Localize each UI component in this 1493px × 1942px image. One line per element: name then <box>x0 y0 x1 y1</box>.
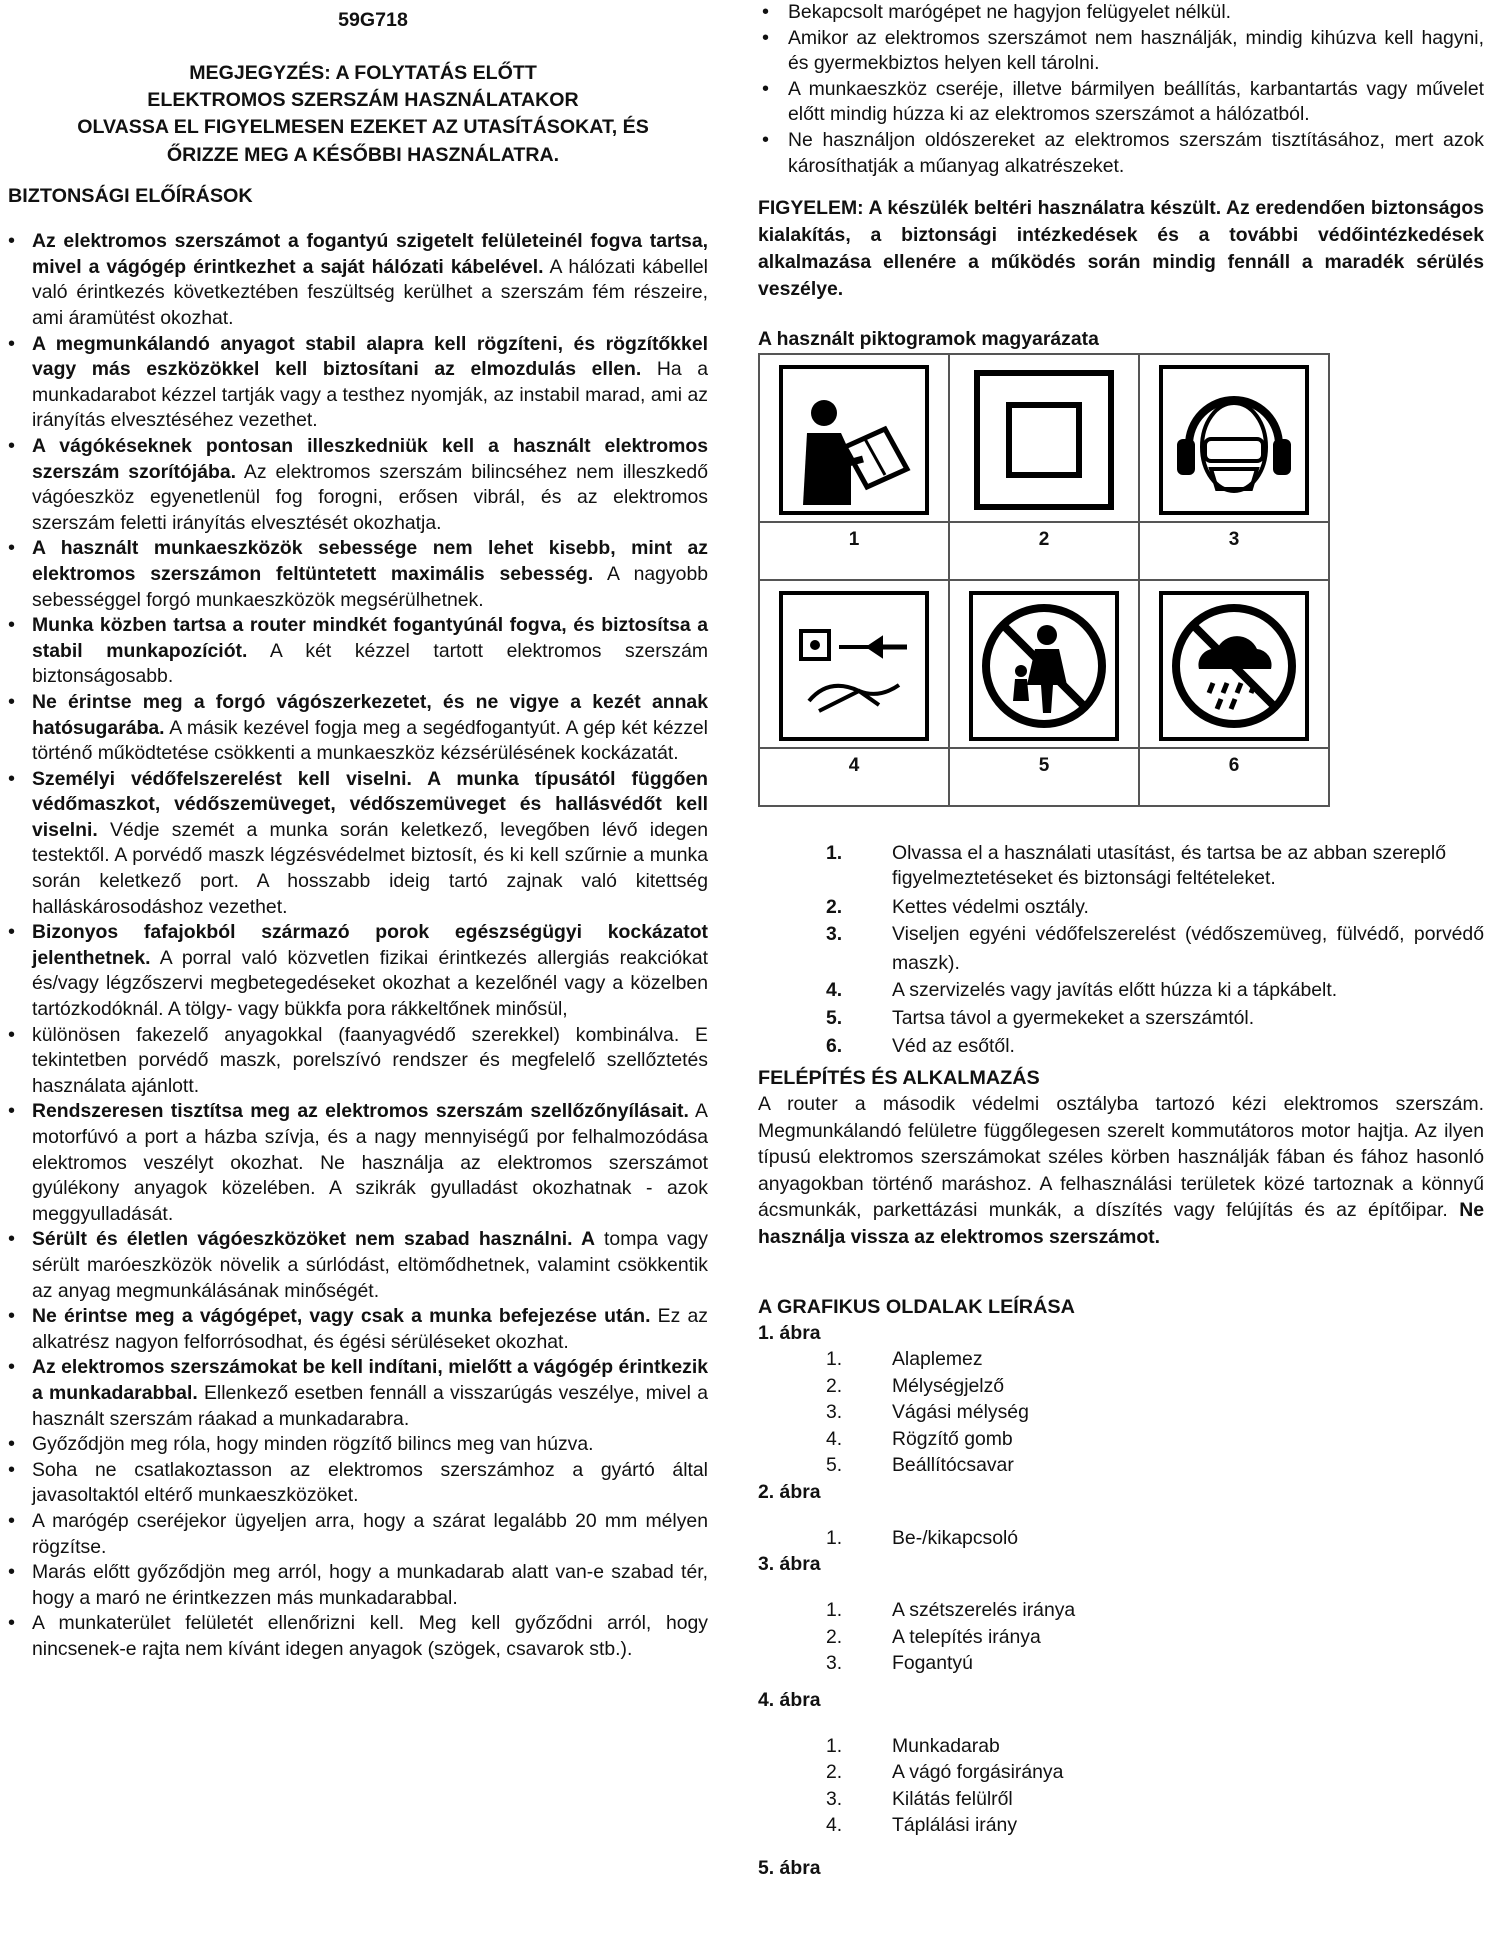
keep-children-away-icon <box>969 591 1119 741</box>
legend-item <box>758 895 1484 920</box>
figure-item-number: 1. <box>826 1599 843 1622</box>
safety-bullet <box>8 1560 708 1611</box>
figure-item-text: Vágási mélység <box>892 1401 1029 1424</box>
safety-bullet <box>8 1432 708 1458</box>
bullet-text: A porral való közvetlen fizikai érintkezés allergiás reakciókat és/vagy légzőszervi megbetegedéseket okozhat a kezelőnél vagy a közelben tartózkodóknál. A tölgy- vagy bükkfa pora rákkeltőnek minősül, <box>32 946 708 1021</box>
figure-item-number: 2. <box>826 1374 843 1397</box>
safety-bullet <box>8 767 708 921</box>
legend-text: Véd az esőtől. <box>892 1035 1015 1058</box>
bullet-bold: Munka közben tartsa a router mindkét fogantyúnál fogva, és biztosítsa a stabil munkapozíciót. <box>32 614 708 662</box>
pictogram-number: 1 <box>759 522 949 580</box>
figure-item-text: Fogantyú <box>892 1652 973 1675</box>
pictogram-cell <box>1139 354 1329 522</box>
bullet-text: tompa vagy sérült maróeszközök növelik a súrlódást, eltömődhetnek, valamint csökkentik az anyag megmunkálásának minőségét. <box>32 1228 708 1302</box>
figure-item-number: 1. <box>826 1526 843 1549</box>
pictogram-number: 4 <box>759 748 949 806</box>
bullet-text: Az elektromos szerszám bilincséhez nem illeszkedő vágóeszköz egyenetlenül fog forogni, erősen vibrál, és az elektromos szerszám feletti irányítás elvesztését okozhatja. <box>32 460 708 534</box>
pictogram-cell <box>949 580 1139 748</box>
safety-bullet <box>8 1355 708 1432</box>
bullet-text: Marás előtt győződjön meg arról, hogy a munkadarab alatt van-e szabad tér, hogy a maró ne érintkezzen más munkadarabbal. <box>32 1561 708 1609</box>
safety-heading: BIZTONSÁGI ELŐÍRÁSOK <box>8 185 253 208</box>
figure-title: 2. ábra <box>758 1480 821 1503</box>
pictogram-number: 3 <box>1139 522 1329 580</box>
construction-text: A router a második védelmi osztályba tartozó kézi elektromos szerszám. Megmunkálandó felületre függőlegesen szerelt kommutátoros motor hajtja. Az ilyen típusú elektromos szerszámokat széles körben használják fában és fához hasonló anyagokban történő maráshoz. A felhasználási területek közé tartoznak a könnyű ácsmunkák, parkettázási munkák, a díszítés vagy felújítás és az építőipar. <box>758 1093 1484 1222</box>
figure-title: 3. ábra <box>758 1553 821 1576</box>
figure-item-number: 3. <box>826 1787 843 1810</box>
safety-bullet <box>8 332 708 434</box>
bullet-bold: Ne érintse meg a forgó vágószerkezetet, és ne vigye a kezét annak hatósugarába. <box>32 690 708 739</box>
legend-number: 6. <box>826 1035 843 1058</box>
read-manual-icon <box>779 365 929 515</box>
figure-title: 1. ábra <box>758 1322 821 1345</box>
bullet-text: Ha a munkadarabot kézzel tartják vagy a testhez nyomják, az instabil marad, ami az irányítás elvesztéséhez vezethet. <box>32 358 708 432</box>
bullet-bold: Bizonyos fafajokból származó porok egészségügyi kockázatot jelenthetnek. <box>32 921 708 969</box>
pictogram-legend <box>758 841 1484 1059</box>
figure-title: 4. ábra <box>758 1688 821 1711</box>
spacer <box>758 1577 1484 1597</box>
figure-item-text: Kilátás felülről <box>892 1787 1013 1810</box>
figure-item <box>758 1624 1484 1651</box>
figure-item <box>758 1812 1484 1839</box>
bullet-bold: Az elektromos szerszámokat be kell indítani, mielőtt a vágógép érintkezik a munkadarabbal. <box>32 1356 708 1404</box>
document-id: 59G718 <box>338 9 408 31</box>
construction-paragraph <box>758 1091 1484 1250</box>
figure-item-text: Alaplemez <box>892 1348 983 1371</box>
protective-equipment-icon <box>1159 365 1309 515</box>
pictogram-cell <box>1139 580 1329 748</box>
bullet-text: Ellenkező esetben fennáll a visszarúgás veszélye, mivel a használt szerszám ráakad a munkadarabra. <box>32 1381 708 1430</box>
bullet-bold: Rendszeresen tisztítsa meg az elektromos szerszám szellőzőnyílásait. <box>32 1100 689 1123</box>
safety-bullet <box>8 229 708 331</box>
legend-number: 4. <box>826 979 843 1002</box>
safety-bullet <box>8 1611 708 1662</box>
legend-number: 5. <box>826 1007 843 1030</box>
figure-item-text: Mélységjelző <box>892 1374 1005 1397</box>
safety-bullet <box>8 690 708 767</box>
bullet-text: A két kézzel tartott elektromos szerszám biztonságosabb. <box>32 639 709 688</box>
legend-text: Olvassa el a használati utasítást, és tartsa be az abban szereplő figyelmeztetéseket és biztonsági feltételeket. <box>892 842 1447 890</box>
bullet-text: A munkaterület felületét ellenőrizni kell. Meg kell győződni arról, hogy nincsenek-e rajta nem kívánt idegen anyagok (szögek, csavarok stb.). <box>32 1612 708 1660</box>
safety-bullet <box>8 536 708 613</box>
figure-item <box>758 1373 1484 1400</box>
figure-item-text: Munkadarab <box>892 1734 1000 1757</box>
figure-item-number: 1. <box>826 1734 843 1757</box>
legend-number: 3. <box>826 923 843 946</box>
notice-line: ELEKTROMOS SZERSZÁM HASZNÁLATAKOR <box>147 89 579 111</box>
bullet-text: A hálózati kábellel való érintkezés következtében feszültség kerülhet a szerszám fém részeire, ami áramütést okozhat. <box>32 255 708 329</box>
bullet-text: A másik kezével fogja meg a segédfogantyút. A gép két kézzel történő működtetése csökkenti a munkaeszköz kézsérülésének kockázatát. <box>32 716 708 765</box>
construction-bold: Ne használja vissza az elektromos szerszámot. <box>758 1199 1484 1248</box>
legend-item <box>758 1034 1484 1059</box>
bullet-bold: Sérült és életlen vágóeszközöket nem szabad használni. A <box>32 1228 595 1251</box>
notice-heading <box>8 60 708 170</box>
figure-item-text: Táplálási irány <box>892 1814 1018 1837</box>
bullet-bold: Ne érintse meg a vágógépet, vagy csak a munka befejezése után. <box>32 1305 651 1328</box>
pictogram-cell <box>759 354 949 522</box>
legend-text: Kettes védelmi osztály. <box>892 896 1089 919</box>
figure-item-number: 2. <box>826 1625 843 1648</box>
figure-item <box>758 1399 1484 1426</box>
figure-item <box>758 1650 1484 1677</box>
right-column <box>758 0 1484 1881</box>
legend-text: A szervizelés vagy javítás előtt húzza ki a tápkábelt. <box>892 979 1338 1002</box>
safety-bullet <box>8 1304 708 1355</box>
bullet-text: A nagyobb sebességgel forgó munkaeszközök megsérülhetnek. <box>32 562 709 611</box>
legend-item <box>758 841 1484 891</box>
figure-item-number: 3. <box>826 1652 843 1675</box>
figure-item <box>758 1733 1484 1760</box>
notice-line: OLVASSA EL FIGYELMESEN EZEKET AZ UTASÍTÁSOKAT, ÉS <box>77 116 649 139</box>
figure-item-number: 3. <box>826 1401 843 1424</box>
figure-item <box>758 1346 1484 1373</box>
class-ii-double-insulation-icon <box>969 365 1119 515</box>
bullet-text: Soha ne csatlakoztasson az elektromos szerszámhoz a gyártó által javasoltaktól eltérő munkaeszközöket. <box>32 1458 708 1507</box>
graphics-heading: A GRAFIKUS OLDALAK LEÍRÁSA <box>758 1296 1075 1319</box>
figure-item <box>758 1452 1484 1479</box>
figure-4-list <box>758 1733 1484 1839</box>
pictogram-cell <box>949 354 1139 522</box>
figure-2-list <box>758 1525 1484 1552</box>
pictogram-number: 6 <box>1139 748 1329 806</box>
bullet-text: Védje szemét a munka során keletkező, levegőben lévő idegen testektől. A porvédő maszk légzésvédelmet biztosít, és ki kell szűrnie a munka során keletkező port. A hosszabb ideig tartó zajnak való kitettség halláskárosodáshoz vezethet. <box>32 818 708 918</box>
figure-item-text: A vágó forgásiránya <box>892 1761 1064 1784</box>
figure-1-list <box>758 1346 1484 1479</box>
figure-item <box>758 1525 1484 1552</box>
figure-item-number: 5. <box>826 1454 843 1477</box>
unplug-before-service-icon <box>779 591 929 741</box>
continued-bullet: • Ne használjon oldószereket az elektromos szerszám tisztításához, mert azok károsíthatják a műanyag alkatrészeket. <box>758 128 1484 179</box>
figure-item-text: Beállítócsavar <box>892 1454 1014 1477</box>
continued-bullet: • A munkaeszköz cseréje, illetve bármilyen beállítás, karbantartás vagy művelet előtt mindig húzza ki az elektromos szerszámot a hálózatból. <box>758 77 1484 128</box>
bullet-bold: A megmunkálandó anyagot stabil alapra kell rögzíteni, és rögzítőkkel vagy más eszközökkel kell biztosítani az elmozdulás ellen. <box>32 332 708 381</box>
pictogram-caption: A használt piktogramok magyarázata <box>758 328 1099 351</box>
spacer <box>758 1713 1484 1733</box>
bullet-text: A marógép cseréjekor ügyeljen arra, hogy a szárat legalább 20 mm mélyen rögzítse. <box>32 1509 708 1558</box>
figure-item-text: Be-/kikapcsoló <box>892 1526 1019 1549</box>
bullet-text: Ez az alkatrész nagyon felforrósodhat, és égési sérüléseket okozhat. <box>32 1305 708 1353</box>
figure-3-list <box>758 1597 1484 1677</box>
pictogram-number: 2 <box>949 522 1139 580</box>
bullet-bold: Személyi védőfelszerelést kell viselni. A munka típusától függően védőmaszkot, védőszemüveget, védőszemüveget és hallásvédőt kell viselni. <box>32 767 708 841</box>
pictogram-cell <box>759 580 949 748</box>
legend-text: Viseljen egyéni védőfelszerelést (védőszemüveg, fülvédő, porvédő maszk). <box>892 923 1484 975</box>
continued-bullet: • Amikor az elektromos szerszámot nem használják, mindig kihúzva kell hagyni, és gyermekbiztos helyen kell tárolni. <box>758 26 1484 77</box>
pictogram-table <box>758 353 1330 807</box>
notice-line: ŐRIZZE MEG A KÉSŐBBI HASZNÁLATRA. <box>166 143 560 166</box>
bullet-text: különösen fakezelő anyagokkal (faanyagvédő szerekkel) kombinálva. E tekintetben porvédő maszk, porelszívó rendszer és megfelelő szellőztetés használata ajánlott. <box>32 1023 708 1097</box>
figure-item-number: 4. <box>826 1814 843 1837</box>
legend-item <box>758 920 1484 978</box>
figure-item <box>758 1759 1484 1786</box>
safety-bullet-list <box>8 229 708 1662</box>
safety-bullet <box>8 920 708 1022</box>
figure-item-number: 4. <box>826 1427 843 1450</box>
safety-bullet <box>8 1509 708 1560</box>
bullet-text: A motorfúvó a port a házba szívja, és a nagy mennyiségű por felhalmozódása elektromos veszélyt okozhat. Ne használja az elektromos szerszámot gyúlékony anyagok közelében. A szikrák gyulladást okozhatnak - azok meggyulladását. <box>32 1100 708 1225</box>
construction-heading: FELÉPÍTÉS ÉS ALKALMAZÁS <box>758 1067 1040 1090</box>
figure-item-number: 2. <box>826 1761 843 1784</box>
safety-bullet <box>8 1227 708 1304</box>
warning-paragraph: FIGYELEM: A készülék beltéri használatra készült. Az eredendően biztonságos kialakítás, a biztonsági intézkedések és a további védőintézkedések alkalmazása ellenére a működés során mindig fennáll a maradék sérülés veszélye. <box>758 197 1484 301</box>
protect-from-rain-icon <box>1159 591 1309 741</box>
figure-item <box>758 1597 1484 1624</box>
legend-number: 1. <box>826 842 843 865</box>
figure-item <box>758 1426 1484 1453</box>
safety-bullet <box>8 434 708 536</box>
continued-bullet-list <box>758 0 1484 179</box>
bullet-text: Győződjön meg róla, hogy minden rögzítő bilincs meg van húzva. <box>32 1433 594 1456</box>
legend-number: 2. <box>826 896 843 919</box>
safety-bullet <box>8 1099 708 1227</box>
continued-bullet: • Bekapcsolt marógépet ne hagyjon felügyelet nélkül. <box>758 0 1484 26</box>
bullet-bold: Az elektromos szerszámot a fogantyú szigetelt felületeinél fogva tartsa, mivel a vágógép érintkezhet a saját hálózati kábelével. <box>32 230 708 278</box>
left-column <box>8 0 708 1662</box>
legend-item <box>758 1006 1484 1031</box>
notice-line: MEGJEGYZÉS: A FOLYTATÁS ELŐTT <box>189 61 537 84</box>
figure-item-text: A szétszerelés iránya <box>892 1599 1076 1622</box>
legend-text: Tartsa távol a gyermekeket a szerszámtól. <box>892 1007 1255 1030</box>
bullet-bold: A használt munkaeszközök sebessége nem lehet kisebb, mint az elektromos szerszámon feltüntetett maximális sebesség. <box>32 537 708 585</box>
figure-item-text: Rögzítő gomb <box>892 1427 1013 1450</box>
figure-item <box>758 1786 1484 1813</box>
legend-item <box>758 978 1484 1003</box>
safety-bullet <box>8 1023 708 1100</box>
figure-item-number: 1. <box>826 1348 843 1371</box>
pictogram-number: 5 <box>949 748 1139 806</box>
safety-bullet <box>8 613 708 690</box>
bullet-bold: A vágókéseknek pontosan illeszkedniük kell a használt elektromos szerszám szorítójába. <box>32 434 708 483</box>
safety-bullet <box>8 1458 708 1509</box>
figure-item-text: A telepítés iránya <box>892 1625 1041 1648</box>
figure-title: 5. ábra <box>758 1856 821 1879</box>
spacer <box>758 1505 1484 1525</box>
